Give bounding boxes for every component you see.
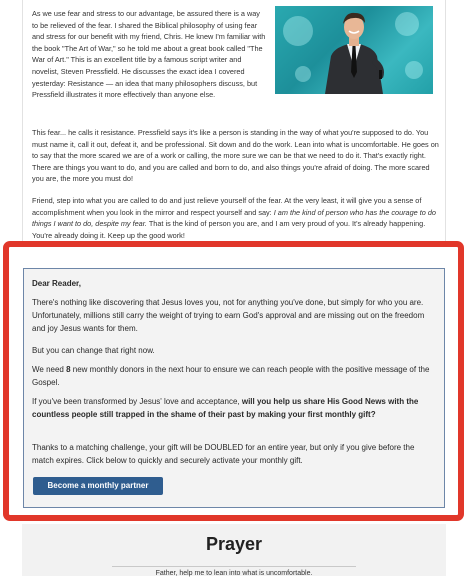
speaker-figure	[275, 6, 433, 94]
speaker-photo	[275, 6, 433, 94]
letter-greeting	[32, 277, 436, 290]
p4-text: If you've been transformed by Jesus' love and acceptance,	[32, 397, 242, 406]
donation-appeal-box	[23, 268, 445, 508]
letter-paragraph-2: But you can change that right now.	[32, 346, 155, 355]
p3-text-end: new monthly donors in the next hour to ensure we can reach people with the positive message of the Gospel.	[32, 365, 430, 387]
become-monthly-partner-button[interactable]: Become a monthly partner	[33, 477, 163, 495]
prayer-title: Prayer	[205, 534, 263, 554]
prayer-divider	[112, 566, 356, 567]
prayer-text: Father, help me to lean into what is uncomfortable.	[155, 570, 313, 577]
affirmation-quote: I am the kind of person who has the courage to do things I want to do, despite my fear.	[32, 207, 436, 229]
letter-paragraph-5: Thanks to a matching challenge, your gift will be DOUBLED for an entire year, but only if you give before the match expires. Click below to quickly and securely activate your monthly gift.	[32, 443, 415, 465]
letter-paragraph-3	[32, 363, 436, 389]
article-paragraph-resistance: This fear... he calls it resistance. Pressfield says it's like a person is standing in the way of what you're supposed to do. You must name it, call it out, defeat it, and be professional. Sit down and do the work. Lean into what is uncomfortable. He goes on to say that the more scared we are of a work or calling, the more sure we can be that we need to do it. That's exactly right. There are things you want to do, and you are called and born to do, and also things you're afraid of doing. The more scared you are, the more you must do!	[32, 128, 439, 184]
article-intro: As we use fear and stress to our advantage, be assured there is a way to be relieved of the fear. I shared the Biblical philosophy of using fear and stress for our benefit with my friend, Chris. He knew I'm familiar with the book "The Art of War," so he told me about a great book called "The War of Art." This is an excellent title by a famous script writer and novelist, Steven Pressfield. He discusses the exact idea I covered yesterday: Resistance — an idea that many philosophers discuss, but Pressfield illustrates it more effectively than anyone else.	[32, 9, 266, 100]
greeting-text: Dear Reader,	[32, 279, 81, 288]
paragraph-text: Friend, step into what you are called to do and just relieve yourself of the fear. At the very least, it will give you a sense of accomplishment when you look in the mirror and respect yourself and say:	[32, 196, 422, 217]
paragraph-text-end: That is the kind of person you are, and I am very proud of you. It's already happening. You're already doing it. Keep up the good work!	[32, 219, 426, 240]
article-section	[22, 0, 446, 260]
p4-appeal: will you help us share His Good News with the countless people still trapped in the shame of their past by making your first monthly gift?	[32, 397, 419, 419]
donor-count: 8	[66, 365, 71, 374]
letter-paragraph-1: There's nothing like discovering that Jesus loves you, not for anything you've done, but simply for who you are. Unfortunately, millions still carry the weight of trying to earn God's approval and are missing out on the freedom and joy Jesus wants for them.	[32, 298, 425, 333]
prayer-section	[22, 524, 446, 576]
letter-paragraph-4	[32, 395, 436, 421]
p3-text: We need	[32, 365, 67, 374]
article-paragraph-encouragement	[32, 195, 440, 241]
